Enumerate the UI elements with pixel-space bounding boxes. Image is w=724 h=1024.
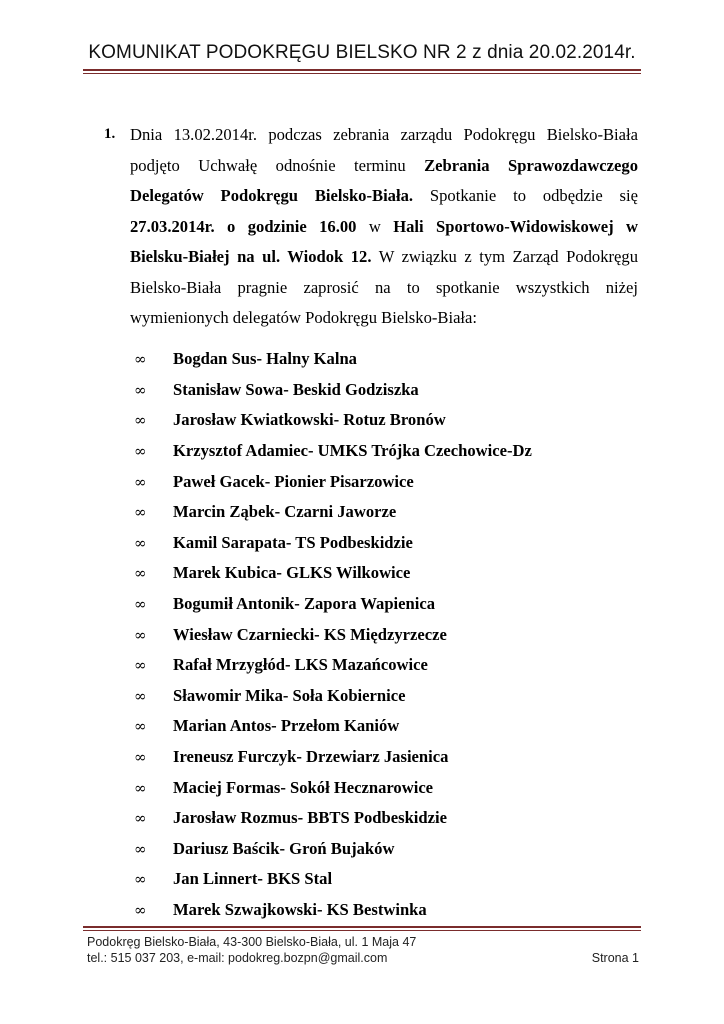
paragraph-text-2: Spotkanie to odbędzie się [413,186,638,205]
page-number: Strona 1 [591,951,639,965]
meeting-date-time: 27.03.2014r. o godzinie 16.00 [130,216,357,236]
delegate-name: Ireneusz Furczyk- Drzewiarz Jasienica [173,747,449,767]
infinity-bullet-icon: ∞ [134,809,147,828]
list-item [134,803,654,834]
list-item [134,589,654,620]
delegate-name: Kamil Sarapata- TS Podbeskidzie [173,532,413,552]
delegate-name: Wiesław Czarniecki- KS Międzyrzecze [173,624,447,644]
delegate-name: Rafał Mrzygłód- LKS Mazańcowice [173,655,428,675]
footer-rule-thin [83,930,641,931]
list-item [134,834,654,865]
list-item [134,375,654,406]
list-item [134,772,654,803]
header-rule-thin [83,73,641,74]
list-item [134,711,654,742]
delegate-name: Marek Kubica- GLKS Wilkowice [173,563,411,583]
list-item [134,895,654,926]
list-item [134,650,654,681]
list-item [134,466,654,497]
delegate-name: Marian Antos- Przełom Kaniów [173,716,400,736]
list-item [134,558,654,589]
infinity-bullet-icon: ∞ [134,533,147,552]
announcement-paragraph [130,120,638,334]
infinity-bullet-icon: ∞ [134,595,147,614]
paragraph-text-1: Dnia 13.02.2014r. podczas zebrania zarządu Podokręgu Bielsko-Biała podjęto Uchwałę odnośnie terminu [130,125,638,175]
delegate-name: Marek Szwajkowski- KS Bestwinka [173,899,427,919]
list-item [134,497,654,528]
infinity-bullet-icon: ∞ [134,380,147,399]
list-item [134,742,654,773]
infinity-bullet-icon: ∞ [134,503,147,522]
delegate-list [134,344,654,925]
list-item [134,619,654,650]
infinity-bullet-icon: ∞ [134,900,147,919]
infinity-bullet-icon: ∞ [134,564,147,583]
infinity-bullet-icon: ∞ [134,656,147,675]
delegate-name: Maciej Formas- Sokół Hecznarowice [173,777,434,797]
delegate-name: Krzysztof Adamiec- UMKS Trójka Czechowice-Dz [173,441,532,461]
delegate-name: Marcin Ząbek- Czarni Jaworze [173,502,397,522]
meeting-name: Zebrania Sprawozdawczego Delegatów Podokręgu Bielsko-Biała. [130,155,638,205]
header-rule [83,69,641,71]
infinity-bullet-icon: ∞ [134,717,147,736]
item-number: 1. [104,126,116,142]
delegate-name: Sławomir Mika- Soła Kobiernice [173,685,406,705]
infinity-bullet-icon: ∞ [134,870,147,889]
infinity-bullet-icon: ∞ [134,686,147,705]
infinity-bullet-icon: ∞ [134,778,147,797]
delegate-name: Bogdan Sus- Halny Kalna [173,349,357,369]
footer-address: Podokręg Bielsko-Biała, 43-300 Bielsko-Biała, ul. 1 Maja 47 [87,935,417,949]
paragraph-text-4: W związku z tym Zarząd Podokręgu Bielsko-Biała pragnie zaprosić na to spotkanie wszystkich niżej wymienionych delegatów Podokręgu Bielsko-Biała: [130,247,638,327]
paragraph-text-3: w [356,216,394,236]
delegate-name: Dariusz Baścik- Groń Bujaków [173,838,395,858]
footer-rule [83,926,641,928]
list-item [134,681,654,712]
infinity-bullet-icon: ∞ [134,748,147,767]
list-item [134,528,654,559]
page-title: KOMUNIKAT PODOKRĘGU BIELSKO NR 2 z dnia 20.02.2014r. [88,42,636,63]
delegate-name: Bogumił Antonik- Zapora Wapienica [173,594,436,614]
delegate-name: Paweł Gacek- Pionier Pisarzowice [173,471,414,491]
delegate-name: Jan Linnert- BKS Stal [173,869,333,889]
footer-contact: tel.: 515 037 203, e-mail: podokreg.bozpn@gmail.com [87,951,388,965]
delegate-name: Stanisław Sowa- Beskid Godziszka [173,379,419,399]
infinity-bullet-icon: ∞ [134,839,147,858]
list-item [134,864,654,895]
infinity-bullet-icon: ∞ [134,442,147,461]
list-item [134,436,654,467]
infinity-bullet-icon: ∞ [134,472,147,491]
delegate-name: Jarosław Rozmus- BBTS Podbeskidzie [173,808,447,828]
delegate-name: Jarosław Kwiatkowski- Rotuz Bronów [173,410,446,430]
infinity-bullet-icon: ∞ [134,625,147,644]
infinity-bullet-icon: ∞ [134,411,147,430]
page-footer [87,934,639,966]
list-item [134,344,654,375]
list-item [134,405,654,436]
infinity-bullet-icon: ∞ [134,350,147,369]
meeting-venue: Hali Sportowo-Widowiskowej w Bielsku-Białej na ul. Wiodok 12. [130,216,639,266]
